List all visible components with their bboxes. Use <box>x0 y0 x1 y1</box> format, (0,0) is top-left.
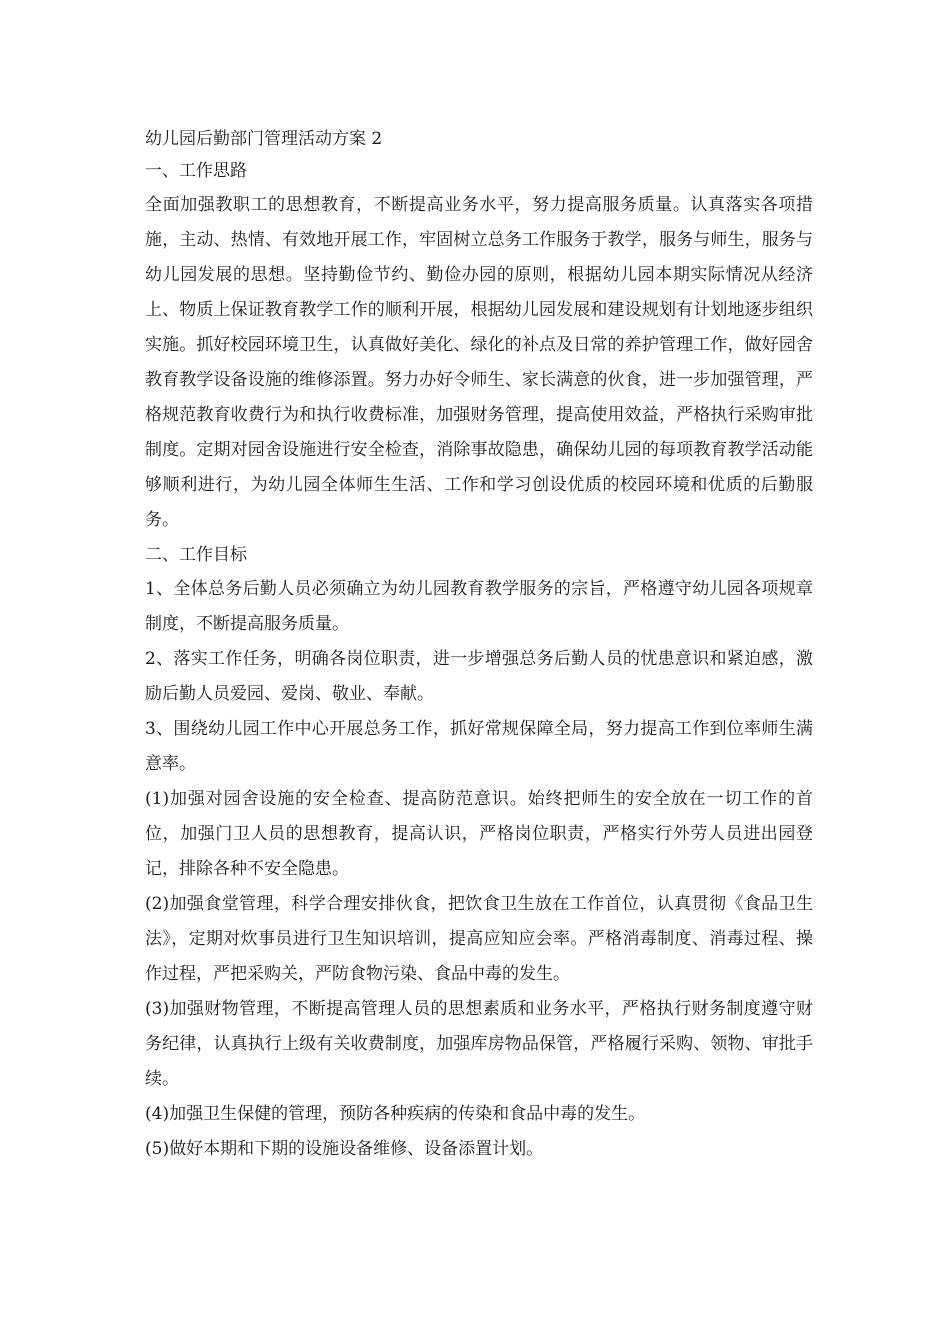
document-title: 幼儿园后勤部门管理活动方案 2 <box>145 129 383 149</box>
goal-item-2: 2、落实工作任务，明确各岗位职责，进一步增强总务后勤人员的忧患意识和紧迫感，激励后勤人员爱园、爱岗、敬业、奉献。 <box>145 649 813 704</box>
section-heading-work-thinking: 一、工作思路 <box>145 161 247 181</box>
sub-item-3: (3)加强财物管理，不断提高管理人员的思想素质和业务水平，严格执行财务制度遵守财务纪律，认真执行上级有关收费制度，加强库房物品保管，严格履行采购、领物、审批手续。 <box>145 999 813 1089</box>
sub-item-4: (4)加强卫生保健的管理，预防各种疾病的传染和食品中毒的发生。 <box>145 1104 646 1124</box>
section-paragraph-work-thinking: 全面加强教职工的思想教育，不断提高业务水平，努力提高服务质量。认真落实各项措施，主动、热情、有效地开展工作，牢固树立总务工作服务于教学，服务与师生，服务与幼儿园发展的思想。坚持勤俭节约、勤俭办园的原则，根据幼儿园本期实际情况从经济上、物质上保证教育教学工作的顺利开展，根据幼儿园发展和建设规划有计划地逐步组织实施。抓好校园环境卫生，认真做好美化、绿化的补点及日常的养护管理工作，做好园舍教育教学设备设施的维修添置。努力办好令师生、家长满意的伙食，进一步加强管理，严格规范教育收费行为和执行收费标准，加强财务管理，提高使用效益，严格执行采购审批制度。定期对园舍设施进行安全检查，消除事故隐患，确保幼儿园的每项教育教学活动能够顺利进行，为幼儿园全体师生生活、工作和学习创设优质的校园环境和优质的后勤服务。 <box>145 195 813 530</box>
sub-item-2: (2)加强食堂管理，科学合理安排伙食，把饮食卫生放在工作首位，认真贯彻《食品卫生法》，定期对炊事员进行卫生知识培训，提高应知应会率。严格消毒制度、消毒过程、操作过程，严把采购关，严防食物污染、食品中毒的发生。 <box>145 894 813 984</box>
sub-item-1: (1)加强对园舍设施的安全检查、提高防范意识。始终把师生的安全放在一切工作的首位，加强门卫人员的思想教育，提高认识，严格岗位职责，严格实行外劳人员进出园登记，排除各种不安全隐患。 <box>145 789 813 879</box>
document-page <box>145 124 813 1167</box>
goal-item-1: 1、全体总务后勤人员必须确立为幼儿园教育教学服务的宗旨，严格遵守幼儿园各项规章制度，不断提高服务质量。 <box>145 579 813 634</box>
sub-item-5: (5)做好本期和下期的设施设备维修、设备添置计划。 <box>145 1139 544 1159</box>
goal-item-3: 3、围绕幼儿园工作中心开展总务工作，抓好常规保障全局，努力提高工作到位率师生满意率。 <box>145 719 813 774</box>
section-heading-work-goals: 二、工作目标 <box>145 545 247 565</box>
